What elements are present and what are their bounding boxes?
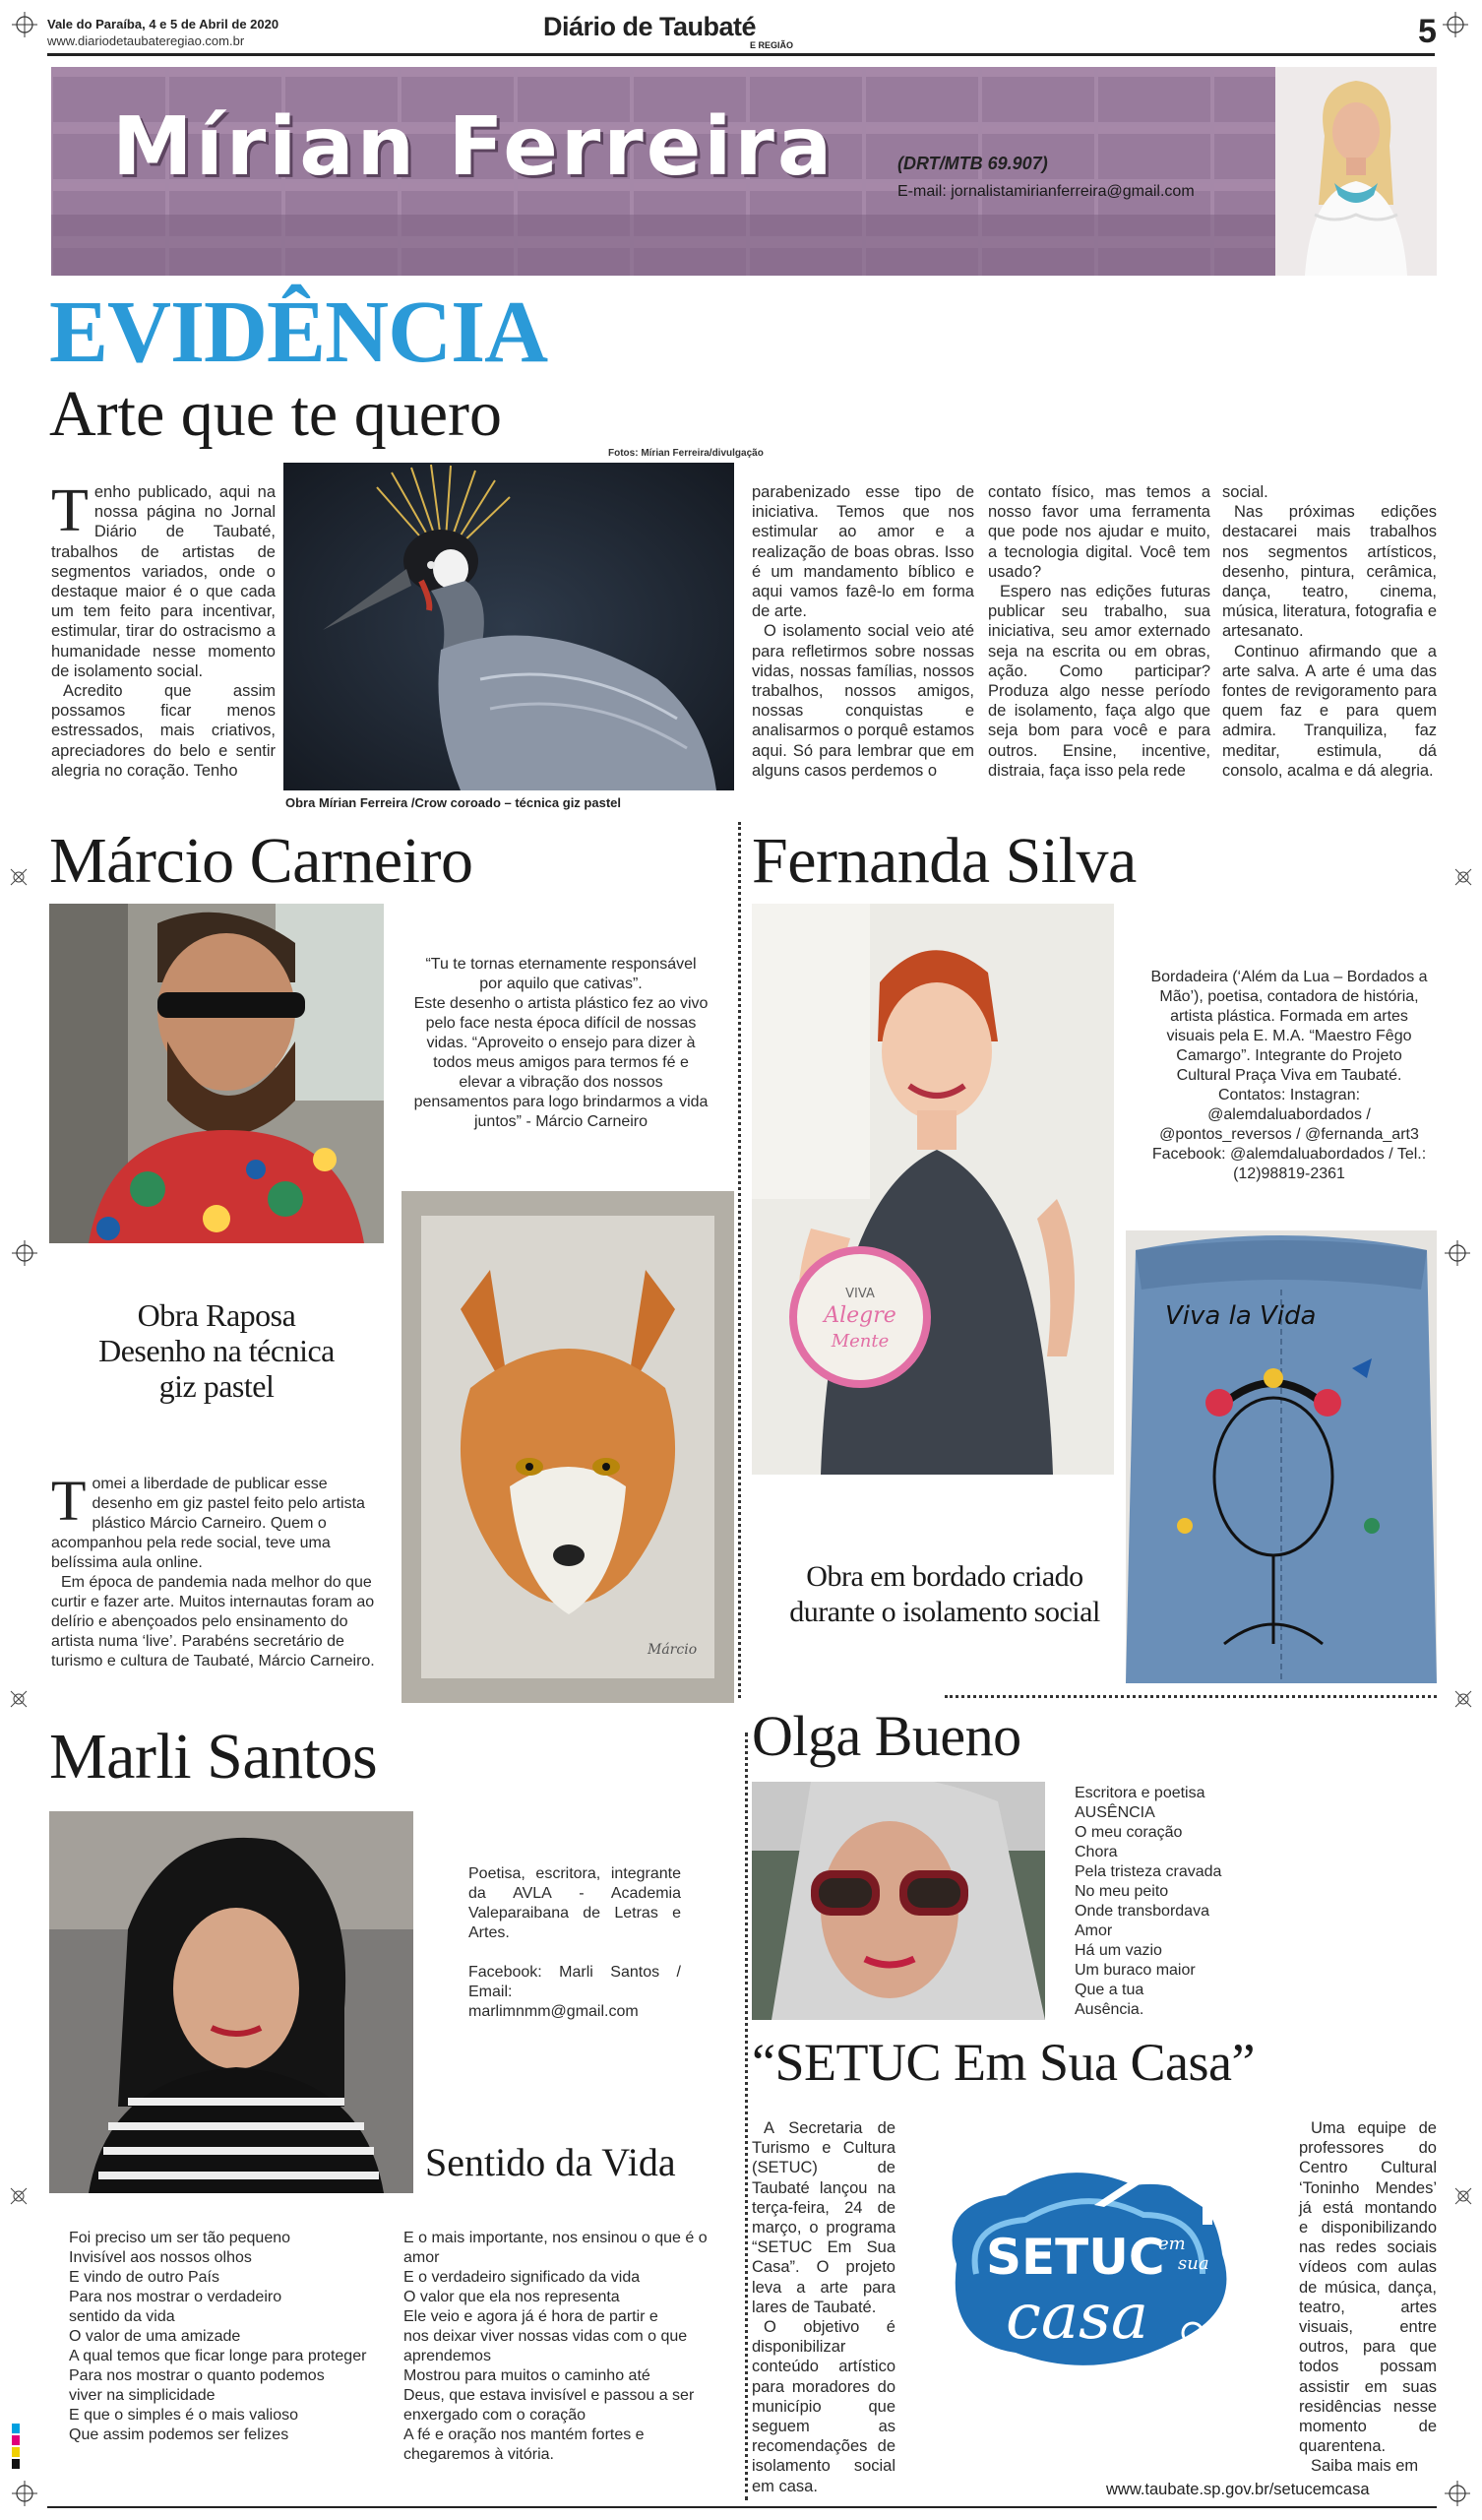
paragraph: Espero nas edições futuras publicar seu trabalho, sua iniciativa, seu amor externado seja na escrita ou em obras, ação. Como participar? Produza algo nesse período de isolamento, faça algo que seja bom para você e para outros. Ensine, incentive, distraia, faça isso pela rede	[988, 583, 1210, 780]
poem-line: O valor de uma amizade	[69, 2328, 241, 2345]
setuc-link[interactable]: www.taubate.sp.gov.br/setucemcasa	[1106, 2481, 1370, 2498]
section-kicker: EVIDÊNCIA	[49, 284, 548, 381]
poem-line: O meu coração	[1075, 1824, 1183, 1841]
hoop-text: Alegre	[824, 1303, 896, 1328]
website: www.diariodetaubateregiao.com.br	[47, 33, 245, 48]
poem-line: Para nos mostrar o verdadeiro	[69, 2289, 282, 2305]
columnist-banner	[51, 67, 1437, 276]
poem-line: sentido da vida	[69, 2308, 175, 2325]
registration-mark-icon	[12, 1240, 37, 1266]
fernanda-bio	[1147, 968, 1431, 1184]
logo-text: casa	[1006, 2281, 1148, 2354]
columnist-name: Mírian Ferreira	[112, 100, 835, 194]
poem-line: A qual temos que ficar longe para proteger	[69, 2348, 367, 2364]
evidencia-column-2	[752, 482, 974, 781]
dateline: Vale do Paraíba, 4 e 5 de Abril de 2020	[47, 17, 279, 32]
svg-text:Márcio: Márcio	[648, 1642, 698, 1658]
columnist-registration: (DRT/MTB 69.907)	[897, 154, 1048, 173]
poem-line: No meu peito	[1075, 1883, 1169, 1900]
fox-artwork-photo	[401, 1191, 734, 1703]
poem-line: AUSÊNCIA	[1075, 1804, 1155, 1821]
embroidered-jacket-photo	[1126, 1230, 1437, 1683]
poem-line: A fé e oração nos mantém fortes e chegaremos à vitória.	[403, 2426, 645, 2463]
caption-line: Obra em bordado criado	[806, 1560, 1083, 1593]
caption-line: Desenho na técnica	[98, 1333, 335, 1368]
crop-mark-icon	[8, 1688, 30, 1715]
paragraph: Saiba mais em	[1311, 2457, 1419, 2476]
poem-line: Ausência.	[1075, 2001, 1144, 2018]
fox-artwork-caption	[59, 1297, 374, 1404]
poem-line: E o mais importante, nos ensinou o que é o amor	[403, 2230, 708, 2266]
section-title-setuc: “SETUC Em Sua Casa”	[752, 2033, 1255, 2092]
color-bar-icon	[10, 2422, 22, 2471]
paragraph: Continuo afirmando que a arte salva. A arte é uma das fontes de revigoramento para quem faz e para quem admira. Tranquiliza, faz meditar, estimula, dá consolo, acalma e dá alegria.	[1222, 642, 1437, 780]
page-number: 5	[1418, 13, 1437, 50]
paragraph: enho publicado, aqui na nossa página no Jornal Diário de Taubaté, trabalhos de artistas de segmentos variados, onde o destaque maior é o que cada um tem feito para incentivar, estimular, tirar do ostracismo a humanidade nesse momento de isolamento social.	[51, 483, 276, 680]
paragraph: Poetisa, escritora, integrante da AVLA - Academia Valeparaibana de Letras e Artes.	[468, 1865, 681, 1941]
marli-bio	[468, 1864, 681, 2022]
footer-rule	[47, 2506, 1437, 2508]
poem-line: Um buraco maior	[1075, 1962, 1196, 1979]
paragraph: A Secretaria de Turismo e Cultura (SETUC) de Taubaté lançou na terça-feira, 24 de março, o programa “SETUC Em Sua Casa”. O projeto leva a arte para lares de Taubaté.	[752, 2119, 895, 2316]
poem-line: O valor que ela nos representa	[403, 2289, 620, 2305]
poem-line: Que a tua	[1075, 1982, 1144, 1998]
registration-mark-icon	[12, 2481, 37, 2506]
paragraph: omei a liberdade de publicar esse desenho em giz pastel feito pelo artista plástico Márcio Carneiro. Quem o acompanhou pela rede social, teve uma belíssima aula online.	[51, 1476, 365, 1571]
paragraph: Facebook: @alemdaluabordados / Tel.: (12)98819-2361	[1151, 1146, 1427, 1182]
olga-poem	[1075, 1784, 1321, 2020]
logo-text: em	[1158, 2234, 1186, 2254]
paragraph: Uma equipe de professores do Centro Cultural ‘Toninho Mendes’ já está montando e disponibilizando nas redes sociais vídeos com aulas de música, dança, teatro, artes visuais, entre outros, para que todos possam assistir em suas residências nesse momento de quarentena.	[1299, 2119, 1437, 2456]
crop-mark-icon	[1452, 1688, 1474, 1715]
poem-line: Amor	[1075, 1922, 1113, 1939]
section-title-marli: Marli Santos	[49, 1721, 378, 1793]
poem-line: E vindo de outro País	[69, 2269, 219, 2286]
crop-mark-icon	[1452, 2185, 1474, 2212]
poem-line: Chora	[1075, 1844, 1118, 1860]
poem-line: Invisível aos nossos olhos	[69, 2249, 252, 2266]
crop-mark-icon	[8, 866, 30, 893]
poem-line: Escritora e poetisa	[1075, 1785, 1205, 1801]
paper-sub: E REGIÃO	[750, 40, 794, 50]
drop-cap: T	[51, 1469, 87, 1533]
registration-mark-icon	[1443, 12, 1468, 37]
paragraph: Em época de pandemia nada melhor do que curtir e fazer arte. Muitos internautas foram ao delírio e abençoados pelo ensinamento do artista numa ‘live’. Parabéns secretário de turismo e cultura de Taubaté, Márcio Carneiro.	[51, 1574, 375, 1670]
jacket-text: Viva la Vida	[1165, 1301, 1317, 1331]
evidencia-column-4	[1222, 482, 1437, 781]
registration-mark-icon	[1445, 2481, 1470, 2506]
paper-name: Diário de Taubaté	[543, 12, 757, 41]
embroidery-caption	[768, 1559, 1122, 1630]
poem-title: Sentido da Vida	[425, 2140, 676, 2184]
marcio-article-body	[51, 1469, 378, 1671]
poem-line: nos deixar viver nossas vidas com o que aprendemos	[403, 2328, 688, 2364]
hoop-text: VIVA	[845, 1287, 875, 1301]
setuc-logo	[917, 2146, 1252, 2392]
paragraph: social.	[1222, 483, 1268, 501]
poem-line: Mostrou para muitos o caminho até	[403, 2367, 650, 2384]
marcio-portrait-photo	[49, 904, 384, 1243]
caption-line: durante o isolamento social	[789, 1596, 1100, 1628]
crop-mark-icon	[8, 2185, 30, 2212]
section-title-fernanda: Fernanda Silva	[752, 825, 1137, 897]
poem-line: Pela tristeza cravada	[1075, 1863, 1222, 1880]
poem-right-column	[403, 2229, 730, 2465]
poem-line: Ele veio e agora já é hora de partir e	[403, 2308, 658, 2325]
poem-line: E que o simples é o mais valioso	[69, 2407, 298, 2424]
evidencia-column-1	[51, 477, 276, 781]
photo-credit: Fotos: Mírian Ferreira/divulgação	[608, 448, 764, 459]
column-divider	[738, 822, 741, 1698]
paragraph: O isolamento social veio até para refletirmos sobre nossas vidas, nossas famílias, nossos trabalhos, nossos amigos, nossas conquistas e analisarmos o porquê estamos aqui. Só para lembrar que em alguns casos perdemos o	[752, 622, 974, 780]
paragraph: Acredito que assim possamos ficar menos estressados, mais criativos, apreciadores do belo e sentir alegria no coração. Tenho	[51, 682, 276, 780]
crow-artwork-photo	[283, 463, 734, 790]
fernanda-portrait-photo	[752, 904, 1114, 1475]
paragraph: Bordadeira (‘Além da Lua – Bordados a Mão’), poetisa, contadora de história, artista plástica. Formada em artes visuais pela E. M.A. “Maestro Fêgo Camargo”. Integrante do Projeto Cultural Praça Viva em Taubaté.	[1150, 969, 1428, 1084]
olga-portrait-photo	[752, 1782, 1045, 2020]
paragraph: parabenizado esse tipo de iniciativa. Temos que nos estimular ao amor e a realização de boas obras. Isso é um mandamento bíblico e aqui vamos fazê-lo em forma de arte.	[752, 483, 974, 621]
caption-line: giz pastel	[158, 1368, 275, 1404]
paragraph: “Tu te tornas eternamente responsável por aquilo que cativas”.	[425, 956, 697, 992]
poem-line: Há um vazio	[1075, 1942, 1162, 1959]
columnist-email: E-mail: jornalistamirianferreira@gmail.com	[897, 183, 1195, 200]
section-title-marcio: Márcio Carneiro	[49, 825, 473, 897]
poem-line: Que assim podemos ser felizes	[69, 2426, 289, 2443]
caption-line: Obra Raposa	[137, 1297, 296, 1333]
evidencia-column-3	[988, 482, 1210, 781]
poem-line: Deus, que estava invisível e passou a ser enxergado com o coração	[403, 2387, 695, 2424]
logo-text: sua	[1178, 2253, 1209, 2274]
paragraph: contato físico, mas temos a nosso favor uma ferramenta que pode nos ajudar e muito, a tecnologia digital. Você tem usado?	[988, 483, 1210, 581]
marcio-quote	[413, 955, 709, 1132]
paragraph: Facebook: Marli Santos / Email: marlimnmm@gmail.com	[468, 1964, 681, 2020]
poem-line: Foi preciso um ser tão pequeno	[69, 2230, 291, 2246]
paragraph: O objetivo é disponibilizar conteúdo artístico para moradores do município que seguem as recomendações de isolamento social em casa.	[752, 2318, 895, 2495]
poem-line: Para nos mostrar o quanto podemos	[69, 2367, 325, 2384]
drop-cap: T	[51, 477, 89, 544]
registration-mark-icon	[1445, 1240, 1470, 1266]
column-divider	[745, 1732, 748, 2500]
marli-portrait-photo	[49, 1811, 413, 2193]
header-rule	[47, 53, 1435, 56]
paragraph: Nas próximas edições destacarei mais trabalhos nos segmentos artísticos, desenho, pintura, cerâmica, dança, teatro, cinema, música, literatura, fotografia e artesanato.	[1222, 503, 1437, 641]
poem-line: viver na simplicidade	[69, 2387, 216, 2404]
poem-line: E o verdadeiro significado da vida	[403, 2269, 641, 2286]
setuc-right-column	[1299, 2118, 1437, 2477]
crop-mark-icon	[1452, 866, 1474, 893]
logo-text: SETUC	[986, 2229, 1165, 2286]
article-title: Arte que te quero	[49, 378, 502, 450]
row-divider	[945, 1695, 1437, 1698]
hoop-text: Mente	[831, 1331, 890, 1352]
poem-left-column	[69, 2229, 394, 2445]
registration-mark-icon	[12, 12, 37, 37]
setuc-left-column	[752, 2118, 895, 2496]
columnist-photo	[1275, 67, 1437, 276]
section-title-olga: Olga Bueno	[752, 1704, 1021, 1768]
paragraph: Contatos: Instagran: @alemdaluabordados / @pontos_reversos / @fernanda_art3	[1159, 1087, 1419, 1143]
artwork-caption: Obra Mírian Ferreira /Crow coroado – técnica giz pastel	[285, 795, 621, 810]
paragraph: Este desenho o artista plástico fez ao vivo pelo face nesta época difícil de nossas vidas. “Aproveito o ensejo para dizer à todos meus amigos para termos fé e elevar a vibração dos nossos pensamentos para logo brindarmos a vida juntos” - Márcio Carneiro	[413, 995, 709, 1130]
poem-line: Onde transbordava	[1075, 1903, 1209, 1920]
